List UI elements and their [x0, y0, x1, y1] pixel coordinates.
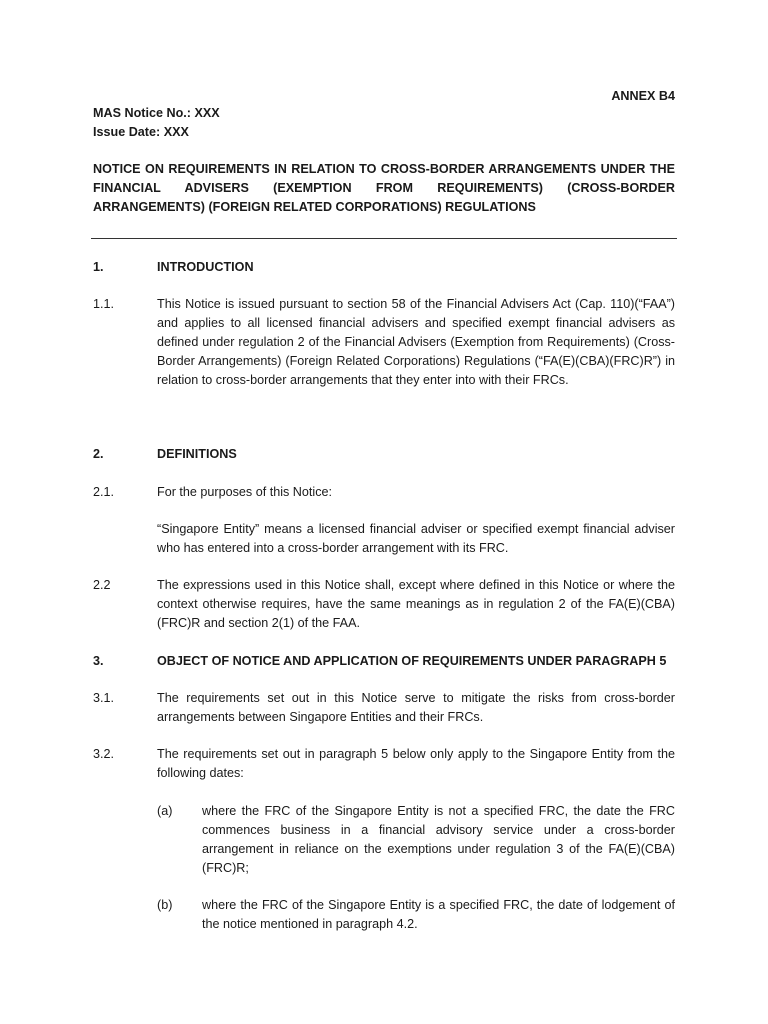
section-number: 1.	[93, 260, 104, 274]
section-number: 2.	[93, 447, 104, 461]
section-heading: INTRODUCTION	[157, 260, 254, 274]
paragraph-number: 1.1.	[93, 297, 115, 311]
paragraph-text: This Notice is issued pursuant to section 58 of the Financial Advisers Act (Cap. 110)(“FAA”) and applies to all licensed financial advisers and specified exempt financial advisers as defined under regulation 2 of the Financial Advisers (Exemption from Requirements) (Cross-Border Arrangements) (Foreign Related Corporations) Regulations (“FA(E)(CBA)(FRC)R”) in relation to cross-border arrangements that they enter into with their FRCs.	[157, 297, 675, 387]
section-heading-object-of-notice	[93, 652, 675, 671]
title-divider	[91, 238, 677, 239]
paragraph-number: 2.1.	[93, 485, 115, 499]
paragraph-3-1	[93, 689, 675, 727]
section-heading: DEFINITIONS	[157, 447, 237, 461]
list-item-a	[157, 802, 675, 878]
paragraph-2-1	[93, 483, 675, 502]
notice-number: MAS Notice No.: XXX	[93, 106, 220, 120]
section-heading-definitions	[93, 445, 675, 464]
paragraph-3-2	[93, 745, 675, 783]
issue-date: Issue Date: XXX	[93, 125, 189, 139]
definition-singapore-entity	[93, 520, 675, 558]
document-title: NOTICE ON REQUIREMENTS IN RELATION TO CROSS-BORDER ARRANGEMENTS UNDER THE FINANCIAL ADVISERS (EXEMPTION FROM REQUIREMENTS) (CROSS-BORDER ARRANGEMENTS) (FOREIGN RELATED CORPORATIONS) REGULATIONS	[93, 162, 675, 214]
paragraph-text: For the purposes of this Notice:	[157, 485, 332, 499]
paragraph-number: 3.1.	[93, 691, 115, 705]
paragraph-1-1	[93, 295, 675, 390]
paragraph-2-2	[93, 576, 675, 633]
section-heading-introduction	[93, 258, 675, 277]
notice-meta	[93, 104, 220, 142]
paragraph-text: The requirements set out in paragraph 5 below only apply to the Singapore Entity from the following dates:	[157, 747, 675, 780]
paragraph-text: The expressions used in this Notice shall, except where defined in this Notice or where the context otherwise requires, have the same meanings as in regulation 2 of the FA(E)(CBA)(FRC)R and section 2(1) of the FAA.	[157, 578, 675, 630]
list-item-text: where the FRC of the Singapore Entity is not a specified FRC, the date the FRC commences business in a financial advisory service under a cross-border arrangement in reliance on the exemptions under regulation 3 of the FA(E)(CBA)(FRC)R;	[202, 804, 675, 875]
section-heading: OBJECT OF NOTICE AND APPLICATION OF REQUIREMENTS UNDER PARAGRAPH 5	[157, 654, 667, 668]
list-item-label: (a)	[157, 804, 173, 818]
paragraph-number: 3.2.	[93, 747, 115, 761]
list-item-text: where the FRC of the Singapore Entity is a specified FRC, the date of lodgement of the notice mentioned in paragraph 4.2.	[202, 898, 675, 931]
paragraph-text: The requirements set out in this Notice serve to mitigate the risks from cross-border arrangements between Singapore Entities and their FRCs.	[157, 691, 675, 724]
paragraph-number: 2.2	[93, 578, 111, 592]
annex-label: ANNEX B4	[611, 89, 675, 103]
definition-text: “Singapore Entity” means a licensed financial adviser or specified exempt financial adviser who has entered into a cross-border arrangement with its FRC.	[157, 522, 675, 555]
list-item-b	[157, 896, 675, 934]
list-item-label: (b)	[157, 898, 173, 912]
section-number: 3.	[93, 654, 104, 668]
